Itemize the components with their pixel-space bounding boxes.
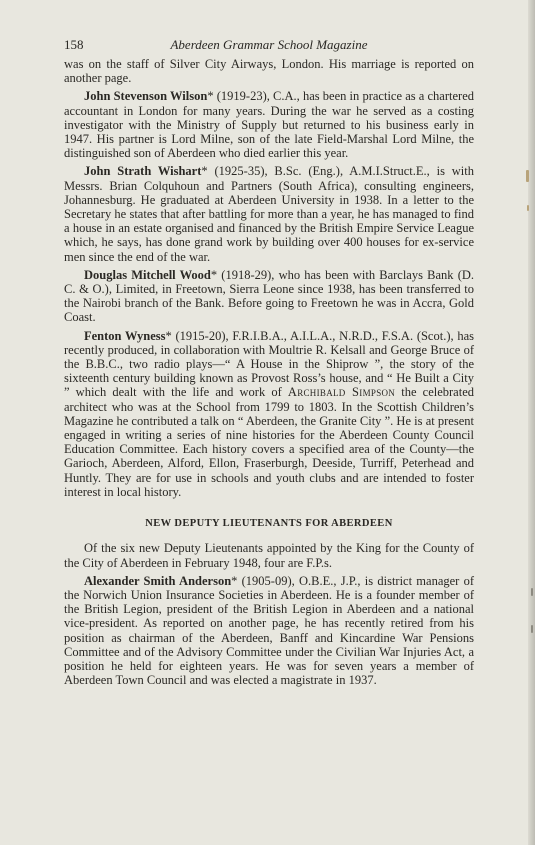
entry-name: Fenton Wyness: [84, 328, 166, 343]
paragraph-continued: was on the staff of Silver City Airways, London. His marriage is reported on another page.: [64, 57, 474, 86]
page-number: 158: [64, 37, 84, 52]
entry-text: * (1905-09), O.B.E., J.P., is district manager of the Norwich Union Insurance Societies in Aberdeen. He is a founder member of the British Legion, president of the British Legion in Aberdeen and a national vice-president. As reported on another page, he has recently retired from his position as chairman of the Aberdeen, Banff and Kincardine War Pensions Committee and of the Advisory Committee under the Civilian War Injuries Act, a position he held for eighteen years. He was for seven years a member of Aberdeen Town Council and was elected a magistrate in 1937.: [64, 573, 474, 688]
entry-text: * (1925-35), B.Sc. (Eng.), A.M.I.Struct.E., is with Messrs. Brian Colquhoun and Partners (South Africa), consulting engineers, Johannesburg. He graduated at Aberdeen University in 1938. In a letter to the Secretary he states that after battling for more than a year, he has managed to find a house in an estate organised and financed by the British Empire Service League which, he says, has done grand work by building over 400 houses for ex-service men since the end of the war.: [64, 164, 474, 264]
entry-text: * (1915-20), F.R.I.B.A., A.I.L.A., N.R.D., F.S.A. (Scot.), has recently produced, in collaboration with Moultrie R. Kelsall and George Bruce of the B.B.C., two radio plays—“ A House in the Shiprow ”, the story of the sixteenth century building known as Provost Ross’s house, and “ He Built a City ” which dealt with the life and work of: [64, 328, 475, 400]
entry-anderson: [64, 574, 474, 688]
entry-name: Alexander Smith Anderson: [84, 573, 232, 588]
entry-name: Douglas Mitchell Wood: [84, 267, 211, 282]
entry-text: * (1918-29), who has been with Barclays Bank (D. C. & O.), Limited, in Freetown, Sierra Leone since 1938, has been transferred to the Nairobi branch of the Bank. Before going to Freetown he was in Accra, Gold Coast.: [64, 267, 475, 325]
entry-name: John Stevenson Wilson: [84, 89, 208, 104]
section-heading: NEW DEPUTY LIEUTENANTS FOR ABERDEEN: [145, 518, 393, 530]
entry-name: John Strath Wishart: [84, 164, 202, 179]
margin-speck: [531, 625, 533, 633]
page-header: [64, 37, 474, 53]
entry-wood: [64, 268, 474, 325]
entry-wyness: [64, 329, 474, 499]
paragraph-intro: Of the six new Deputy Lieutenants appointed by the King for the County of the City of Aberdeen in February 1948, four are F.P.s.: [64, 541, 474, 570]
running-title: Aberdeen Grammar School Magazine: [170, 37, 368, 52]
margin-speck: [526, 170, 529, 182]
entry-wilson: [64, 89, 474, 160]
entry-text: the celebrated architect who was at the School from 1799 to 1803. In the Scottish Children’s Magazine he contributed a talk on “ Aberdeen, the Granite City ”. He is at present engaged in writing a series of nine histories for the Aberdeen County Council Education Committee. Each history covers a specified area of the County—the Garioch, Aberdeen, Alford, Ellon, Fraserburgh, Deeside, Turriff, Peterhead and Huntly. They are for use in schools and youth clubs and are intended to foster interest in local history.: [64, 385, 474, 499]
article-body: [64, 57, 474, 691]
margin-speck: [531, 588, 533, 596]
margin-speck: [527, 205, 529, 211]
small-caps-name: Archibald Simpson: [287, 385, 396, 400]
entry-wishart: [64, 164, 474, 263]
entry-text: * (1919-23), C.A., has been in practice as a chartered accountant in London for many years. During the war he served as a costing investigator with the Ministry of Supply but returned to his business early in 1947. His partner is Lord Milne, son of the late Field-Marshal Lord Milne, the distinguished son of Aberdeen who died earlier this year.: [64, 89, 474, 161]
page-edge-shadow: [528, 0, 535, 845]
